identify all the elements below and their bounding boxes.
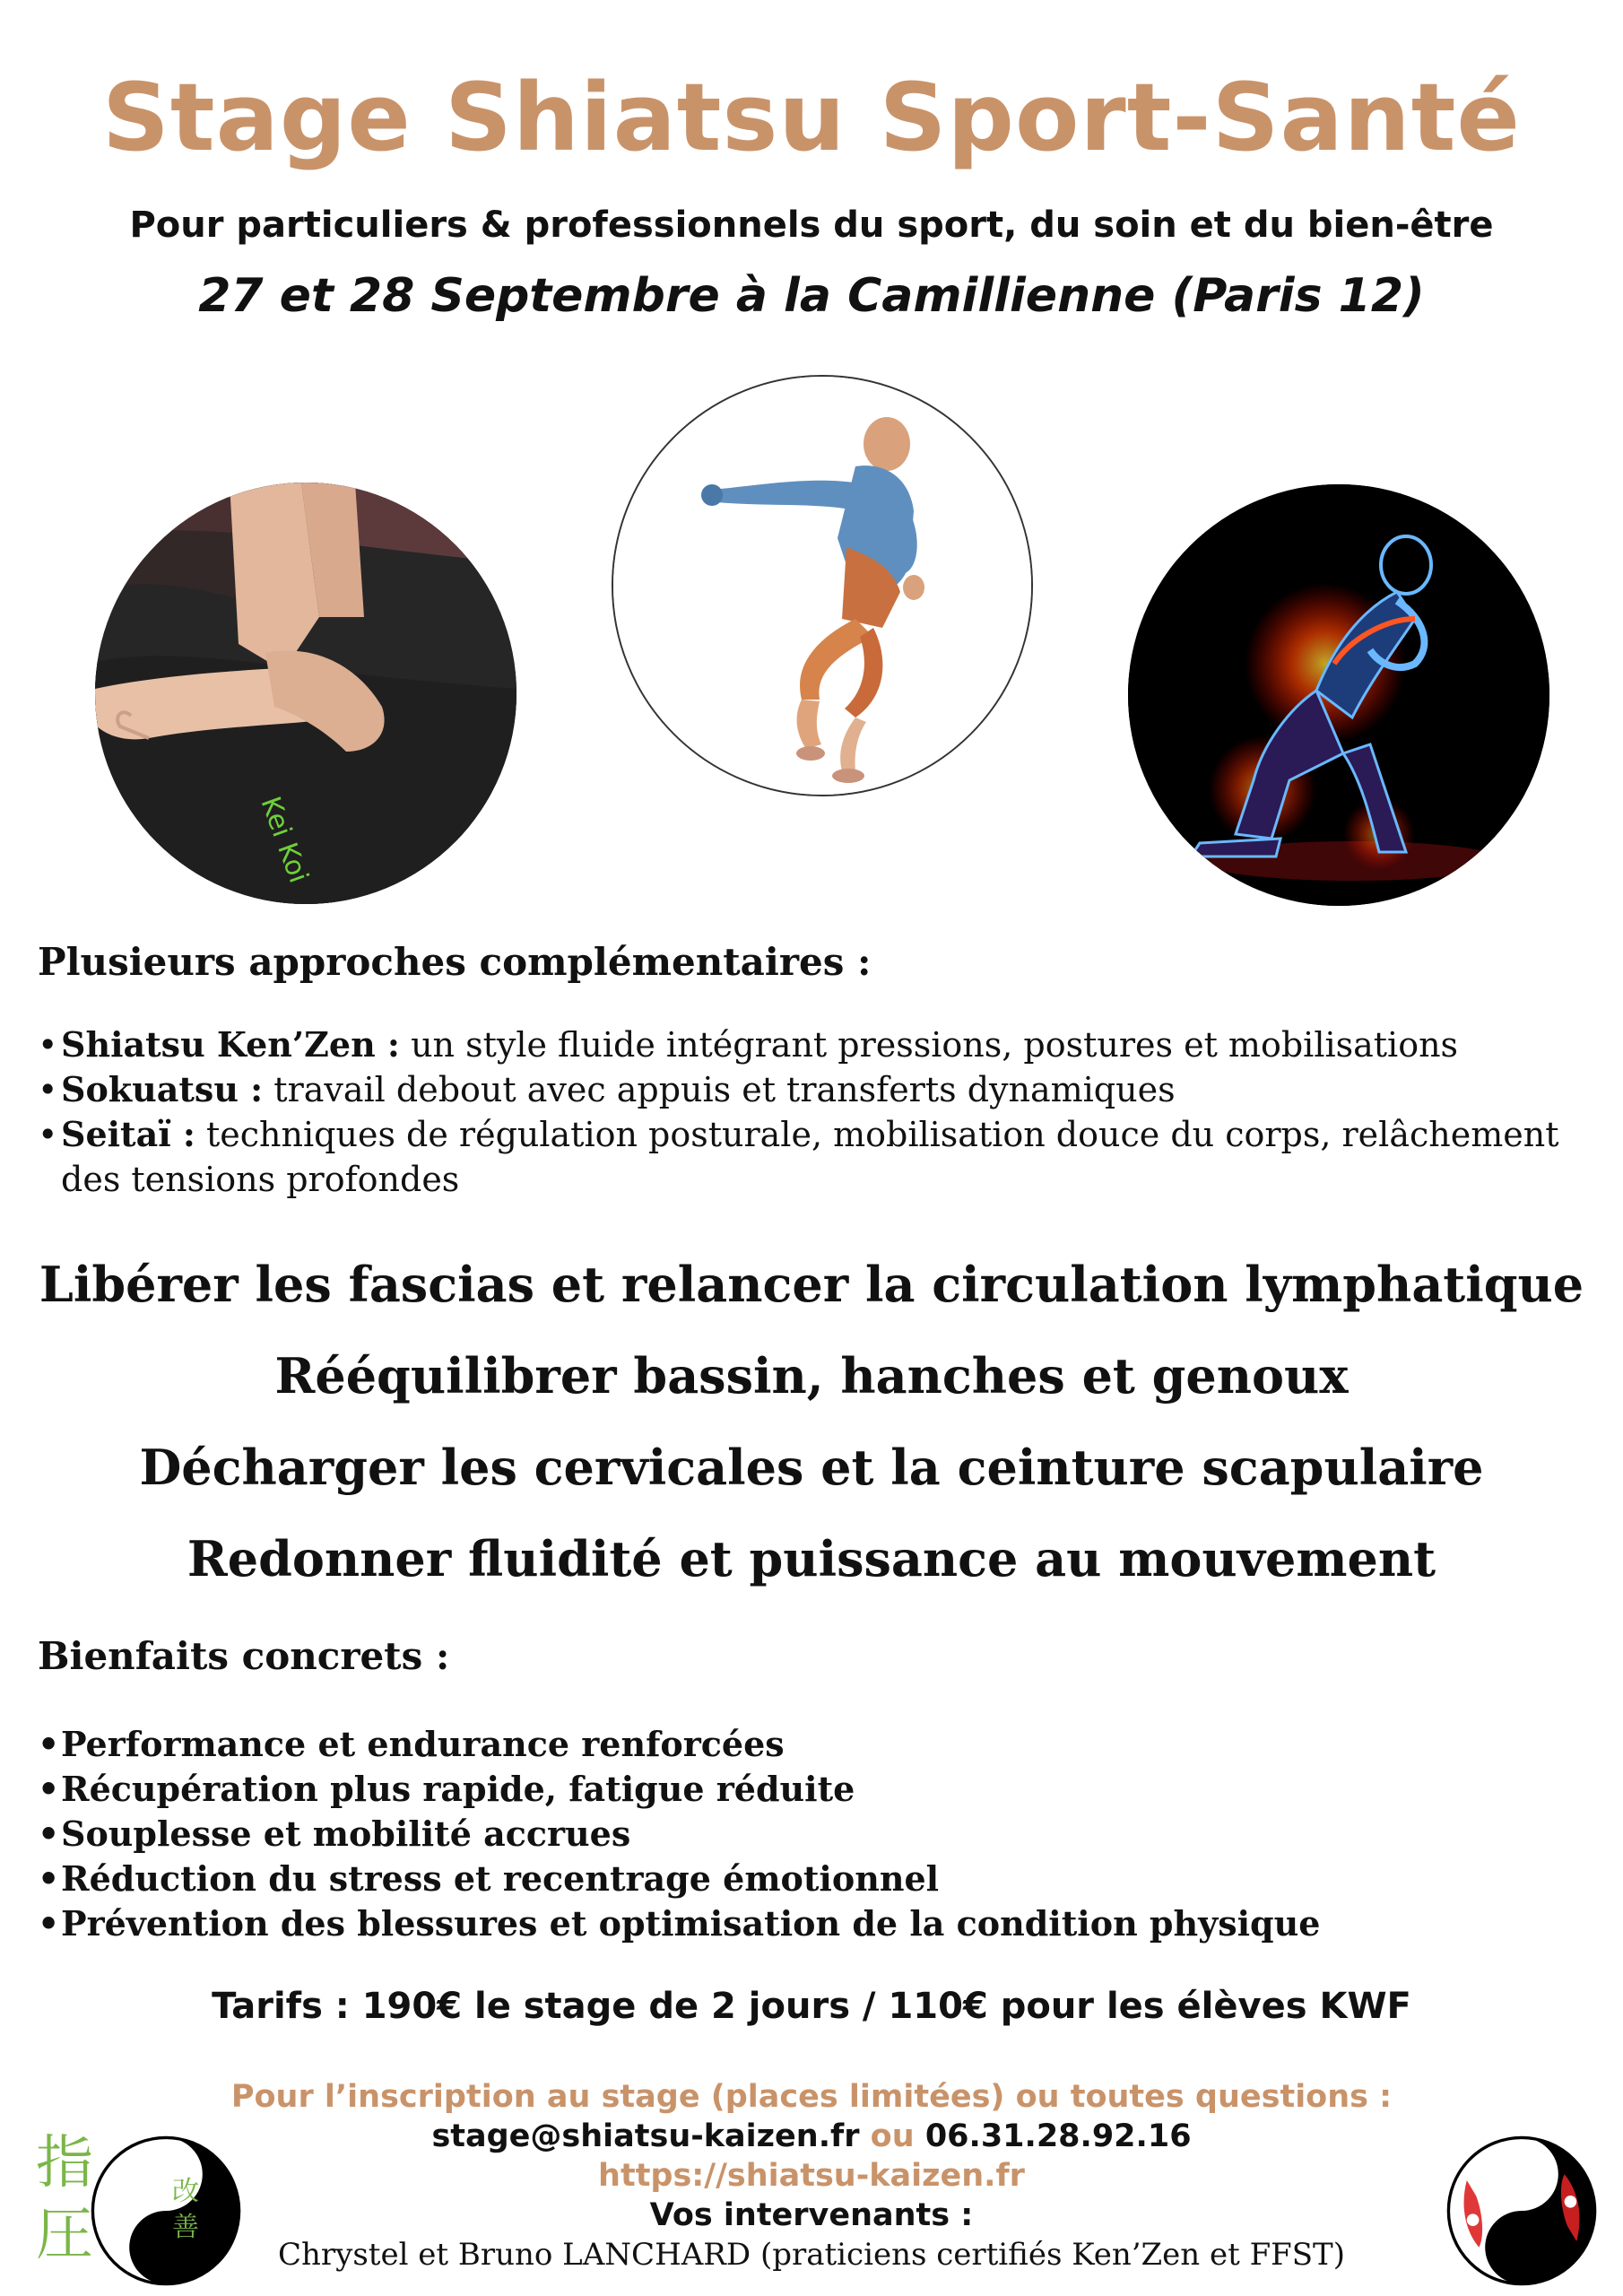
speakers-names: Chrystel et Bruno LANCHARD (praticiens certifiés Ken’Zen et FFST) [277, 2237, 1346, 2273]
contact-line [0, 2118, 1623, 2154]
benefits-heading: Bienfaits concrets : [38, 1634, 450, 1678]
approaches-list [38, 1022, 1580, 1202]
shiatsu-kanji-logo [36, 2127, 215, 2289]
shiatsu-massage-photo [95, 483, 516, 904]
page-title: Stage Shiatsu Sport-Santé [102, 63, 1521, 172]
list-item: • Récupération plus rapide, fatigue réduite [38, 1767, 1580, 1812]
approaches-heading: Plusieurs approches complémentaires : [38, 940, 872, 984]
runner-anatomy-illustration [612, 375, 1033, 796]
list-item: • Réduction du stress et recentrage émotionnel [38, 1857, 1580, 1901]
koi-yin-yang-logo [1445, 2135, 1598, 2287]
goal-line: Redonner fluidité et puissance au mouvement [187, 1530, 1436, 1587]
list-item: • Shiatsu Ken’Zen : un style fluide intégrant pressions, postures et mobilisations [38, 1022, 1580, 1067]
list-item: • Sokuatsu : travail debout avec appuis et transferts dynamiques [38, 1067, 1580, 1112]
website-link[interactable]: https://shiatsu-kaizen.fr [598, 2158, 1025, 2194]
goal-line: Libérer les fascias et relancer la circulation lymphatique [39, 1256, 1584, 1313]
benefits-list [38, 1722, 1580, 1946]
list-item: • Seitaï : techniques de régulation posturale, mobilisation douce du corps, relâchement des tensions profondes [38, 1112, 1580, 1202]
goal-line: Rééquilibrer bassin, hanches et genoux [274, 1347, 1349, 1405]
pricing-line: Tarifs : 190€ le stage de 2 jours / 110€ pour les élèves KWF [212, 1986, 1411, 2027]
kanji-text: 指 圧 [36, 2130, 93, 2268]
or-separator: ou [870, 2118, 915, 2154]
phone-number[interactable]: 06.31.28.92.16 [924, 2118, 1192, 2154]
svg-text:Kei Koi: Kei Koi [254, 792, 315, 888]
page-subtitle: Pour particuliers & professionnels du sport, du soin et du bien-être [129, 204, 1494, 246]
list-item: • Performance et endurance renforcées [38, 1722, 1580, 1767]
goal-line: Décharger les cervicales et la ceinture scapulaire [139, 1439, 1484, 1496]
koi-yin-yang-icon [1445, 2135, 1598, 2287]
list-item: • Souplesse et mobilité accrues [38, 1812, 1580, 1857]
event-dates: 27 et 28 Septembre à la Camillienne (Paris 12) [198, 269, 1425, 323]
list-item: • Prévention des blessures et optimisation de la condition physique [38, 1901, 1580, 1946]
yin-yang-icon [90, 2135, 242, 2287]
email-link[interactable]: stage@shiatsu-kaizen.fr [431, 2118, 860, 2154]
pain-kneeling-figure-illustration [1128, 484, 1549, 906]
kaizen-kanji: 改 善 [172, 2176, 199, 2243]
speakers-label: Vos intervenants : [649, 2197, 974, 2233]
contact-intro: Pour l’inscription au stage (places limitées) ou toutes questions : [230, 2079, 1393, 2115]
